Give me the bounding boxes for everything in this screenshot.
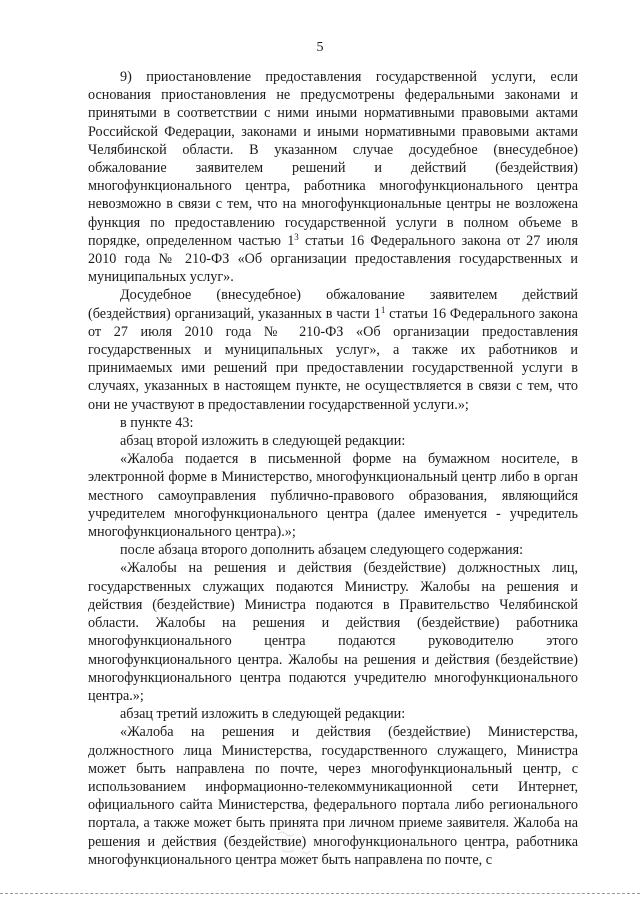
superscript-part-number: 3 <box>294 231 299 242</box>
paragraph-complaint-channels: «Жалоба на решения и действия (бездействие) Министерства, должностного лица Министерства, государственного служащего, Министра может быть направлена по почте, через многофункциональный центр, с использованием информационно-телекоммуникационной сети Интернет, официального сайта Министерства, федерального портала либо регионального портала, а также может быть принята при личном приеме заявителя. Жалоба на решения и действия (бездействие) многофункционального центра, работника многофункционального центра может быть направлена по почте, с <box>88 724 578 868</box>
scan-bottom-edge <box>0 893 640 894</box>
paragraph-out-of-court-appeal: Досудебное (внесудебное) обжалование заявителем действий (бездействия) организаций, указанных в части $1^1$ статьи 16 Федерального закона от 27 июля 2010 года № 210-ФЗ «Об организации предоставления государственных и муниципальных услуг», а также их работников и принимаемых ими решений при предоставлении государственной услуги в случаях, указанных в настоящем пункте, не осуществляется в связи с тем, что они не участвуют в предоставлении государственной услуги.»; <box>88 287 578 413</box>
paragraph-point-43: в пункте 43: <box>120 414 194 431</box>
paragraph-second-abzac-intro: абзац второй изложить в следующей редакции: <box>120 433 406 450</box>
paragraph-complaint-form: «Жалоба подается в письменной форме на бумажном носителе, в электронной форме в Министерство, многофункциональный центр либо в орган местного самоуправления публично-правового образования, являющийся учредителем многофункционального центра (далее именуется - учредитель многофункционального центра).»; <box>88 451 578 541</box>
page-number: 5 <box>316 40 324 55</box>
paragraph-item-9: 9) приостановление предоставления государственной услуги, если основания приостановления не предусмотрены федеральными законами и принятыми в соответствии с ними иными нормативными правовыми актами Российской Федерации, законами и иными нормативными правовыми актами Челябинской области. В указанном случае досудебное (внесудебное) обжалование заявителем решений и действий (бездействия) многофункционального центра, работника многофункционального центра невозможно в связи с тем, что на многофункциональные центры не возложена функция по предоставлению государственной услуги в полном объеме в порядке, определенном частью $1^3$ статьи 16 Федерального закона от 27 июля 2010 года № 210-ФЗ «Об организации предоставления государственных и муниципальных услуг». <box>88 69 578 286</box>
paragraph-complaint-recipients: «Жалобы на решения и действия (бездействие) должностных лиц, государственных служащих подаются Министру. Жалобы на решения и действия (бездействие) Министра подаются в Правительство Челябинской области. Жалобы на решения и действия (бездействие) работника многофункционального центра подаются руководителю этого многофункционального центра. Жалобы на решения и действия (бездействие) многофункционального центра подаются учредителю многофункционального центра.»; <box>88 560 578 704</box>
paragraph-add-abzac-intro: после абзаца второго дополнить абзацем следующего содержания: <box>120 542 524 559</box>
faint-stamp-mark <box>272 826 324 866</box>
document-body <box>88 68 578 869</box>
paragraph-third-abzac-intro: абзац третий изложить в следующей редакции: <box>120 706 406 723</box>
superscript-part-number: 1 <box>380 304 386 315</box>
